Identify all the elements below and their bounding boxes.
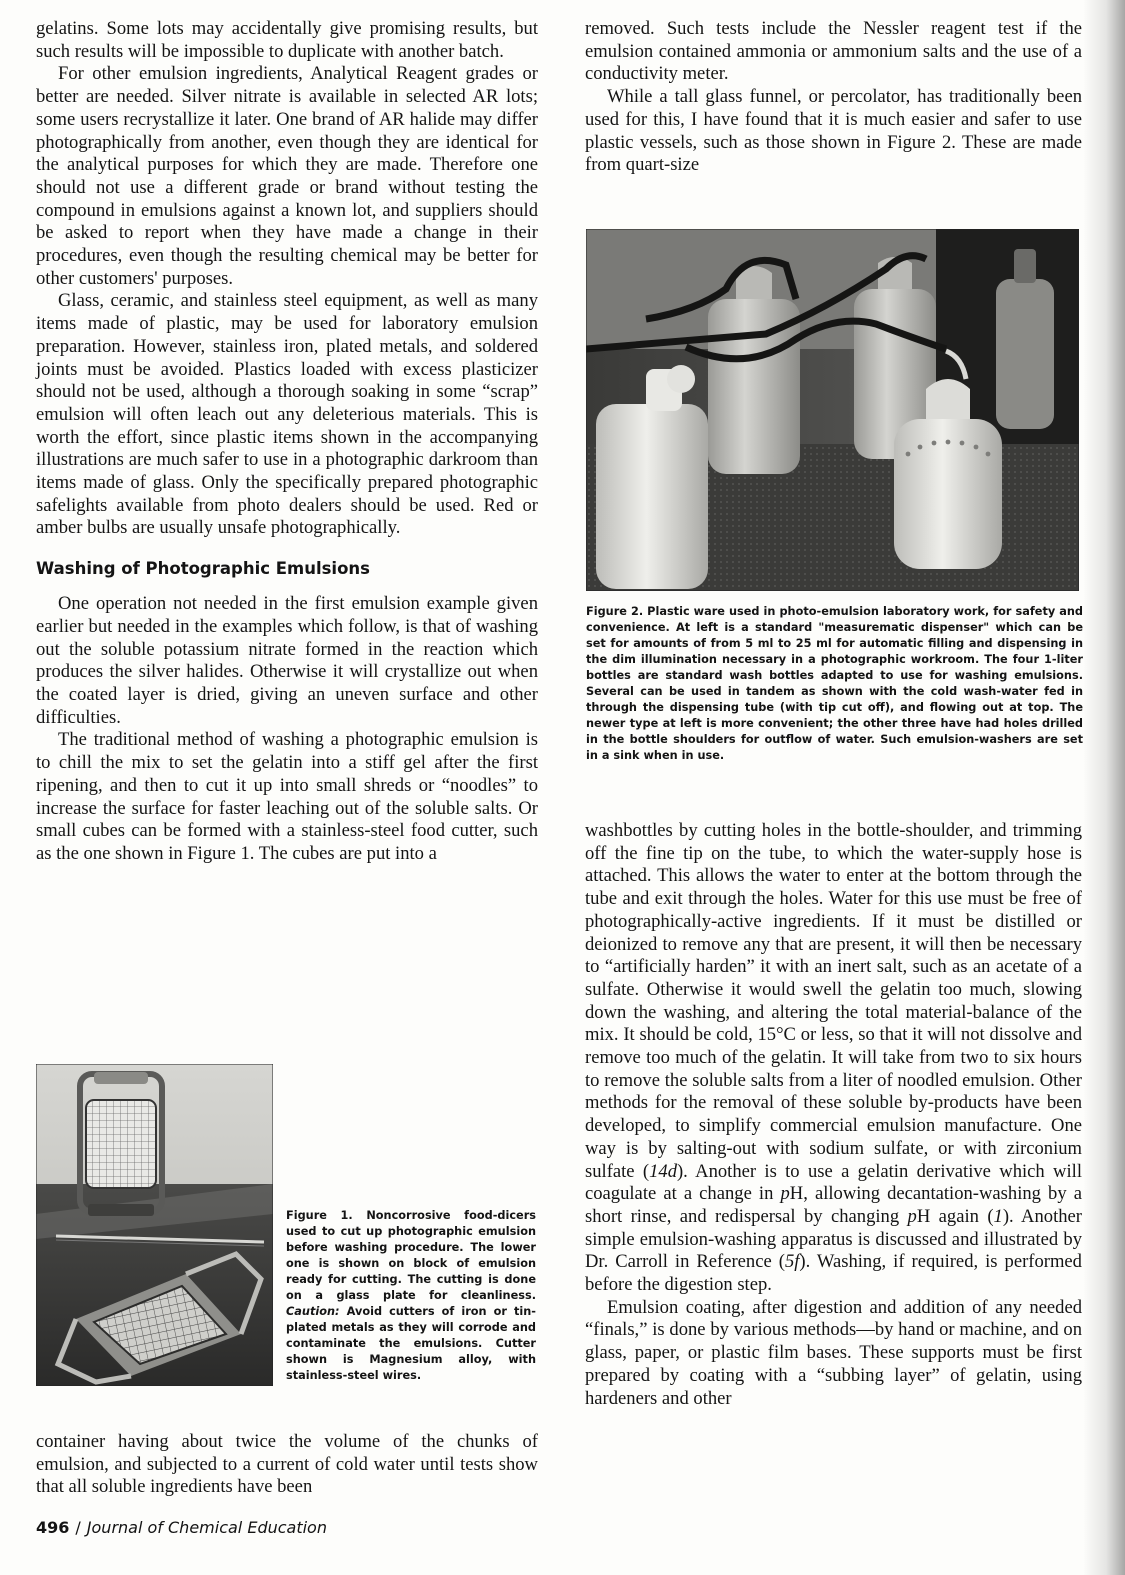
body-text: washbottles by cutting holes in the bottle-shoulder, and trimming off the fine tip on the tube, to which the water-supply hose is attached. This allows the water to enter at the bottom through the tube and exit through the holes. Water for this use must be free of photographically-active ingredients. If it must be distilled or deionized to remove any that are present, it will then be necessary to “artificially harden” it with an inert salt, such as an acetate of a sulfate. Otherwise it would swell the gelatin too much, slowing down the washing, and altering the total material-balance of the mix. It should be cold, 15°C or less, so that it will not dissolve and remove too much of the gelatin. It will take from two to six hours to remove the soluble salts from a liter of noodled emulsion. Other methods for the removal of these soluble by-products have been developed, to simplify commercial emulsion manufacture. One way is by salting-out with sodium sulfate, or with zirconium sulfate ( xyxy=(585,820,1082,1182)
figure-2-photo xyxy=(586,229,1079,591)
right-column-lower xyxy=(585,820,1082,1410)
reference-1: 1 xyxy=(993,1205,1003,1227)
reference-14d: 14d xyxy=(649,1160,677,1182)
left-column-continued xyxy=(36,1431,538,1499)
body-paragraph: The traditional method of washing a photographic emulsion is to chill the mix to set the gelatin into a stiff gel after the first ripening, and then to cut it up into small shreds or “noodles” to increase the surface for faster leaching out of the soluble salts. Or small cubes can be formed with a stainless-steel food cutter, such as the one shown in Figure 1. The cubes are put into a xyxy=(36,729,538,864)
figure-2-label: Figure 2. xyxy=(586,605,644,618)
figure-2 xyxy=(586,229,1083,764)
section-heading: Washing of Photographic Emulsions xyxy=(36,559,370,579)
figure-1-caution-label: Caution: xyxy=(286,1305,340,1318)
scan-edge-shadow xyxy=(1083,0,1125,1575)
figure-1 xyxy=(36,1064,538,1388)
body-text: H, allowing decantation-washing by a short rinse, and redispersal by changing xyxy=(585,1183,1082,1227)
figure-1-caption-text: Noncorrosive food-dicers used to cut up photographic emulsion before washing procedure. The lower one is shown on block of emulsion ready for cutting. The cutting is done on a glass plate for cleanliness. xyxy=(286,1209,536,1302)
body-paragraph: Emulsion coating, after digestion and addition of any needed “finals,” is done by various methods—by hand or machine, and on glass, paper, or plastic film bases. These supports must be first prepared by coating with a “subbing layer” of gelatin, using hardeners and other xyxy=(585,1296,1082,1409)
body-paragraph xyxy=(585,820,1082,1297)
body-paragraph: container having about twice the volume of the chunks of emulsion, and subjected to a current of cold water until tests show that all soluble ingredients have been xyxy=(36,1431,538,1498)
body-paragraph: One operation not needed in the first emulsion example given earlier but needed in the examples which follow, is that of washing out the soluble potassium nitrate formed in the reaction which produces the silver halides. Otherwise it will crystallize out when the coated layer is dried, giving an uneven surface and other difficulties. xyxy=(36,593,538,728)
body-text: ). Another is to use a gelatin derivative which will coagulate at a change in xyxy=(585,1160,1082,1205)
figure-2-caption-text: Plastic ware used in photo-emulsion laboratory work, for safety and convenience. At left is a standard "measurematic dispenser" which can be set for amounts of from 5 ml to 25 ml for automatic filling and dispensing in the dim illumination necessary in a photographic workroom. The four 1-liter bottles are standard wash bottles adapted to use for washing emulsions. Several can be used in tandem as shown with the cold wash-water fed in through the dispensing tube (with tip cut off), and flowing out at top. The newer type at left is more convenient; the other three have had holes drilled in the bottle shoulders for outflow of water. Such emulsion-washers are set in a sink when in use. xyxy=(586,605,1083,762)
right-column-top xyxy=(585,18,1082,177)
body-paragraph: Glass, ceramic, and stainless steel equipment, as well as many items made of plastic, may be used for laboratory emulsion preparation. However, stainless iron, plated metals, and soldered joints must be avoided. Plastics loaded with excess plasticizer should not be used, although a thorough soaking in some “scrap” emulsion will often leach out any deleterious materials. This is worth the effort, since plastic items shown in the accompanying illustrations are much safer to use in a photographic darkroom than items made of glass. Only the specifically prepared photographic safelights available from photo dealers should be used. Red or amber bulbs are usually unsafe photographically. xyxy=(36,290,538,539)
body-paragraph: removed. Such tests include the Nessler reagent test if the emulsion contained ammonia or ammonium salts and the use of a conductivity meter. xyxy=(585,18,1082,85)
body-text: ). Washing, if required, is performed before the digestion step. xyxy=(585,1251,1082,1296)
figure-1-caption-text: Avoid cutters of iron or tin-plated metals as they will corrode and contaminate the emulsions. Cutter shown is Magnesium alloy, with stainless-steel wires. xyxy=(286,1305,536,1382)
ph-italic: p xyxy=(907,1205,917,1227)
page-footer xyxy=(36,1518,327,1537)
reference-5f: 5f xyxy=(784,1251,800,1273)
ph-italic: p xyxy=(780,1183,790,1205)
page-number: 496 xyxy=(36,1518,70,1537)
journal-name: Journal of Chemical Education xyxy=(86,1518,327,1537)
figure-2-caption xyxy=(586,604,1083,764)
body-text: H again ( xyxy=(916,1205,994,1227)
body-paragraph: For other emulsion ingredients, Analytical Reagent grades or better are needed. Silver nitrate is available in selected AR lots; some users recrystallize it later. One brand of AR halide may differ photographically from another, even though they are identical for the analytical purposes for which they are made. Therefore one should not use a different grade or brand without testing the compound in emulsions against a known lot, and suppliers should be asked to report when they have made a change in their procedures, even though the resulting chemical may be better for other customers' purposes. xyxy=(36,63,538,289)
body-paragraph: While a tall glass funnel, or percolator, has traditionally been used for this, I have found that it is much easier and safer to use plastic vessels, such as those shown in Figure 2. These are made from quart-size xyxy=(585,86,1082,176)
figure-1-label: Figure 1. xyxy=(286,1209,353,1222)
figure-1-caption xyxy=(286,1208,536,1384)
body-text: ). Another simple emulsion-washing apparatus is discussed and illustrated by Dr. Carroll in Reference ( xyxy=(585,1205,1082,1273)
left-column xyxy=(36,18,538,866)
footer-separator: / xyxy=(75,1518,81,1537)
body-paragraph: gelatins. Some lots may accidentally give promising results, but such results will be impossible to duplicate with another batch. xyxy=(36,18,538,62)
figure-1-photo xyxy=(36,1064,273,1386)
